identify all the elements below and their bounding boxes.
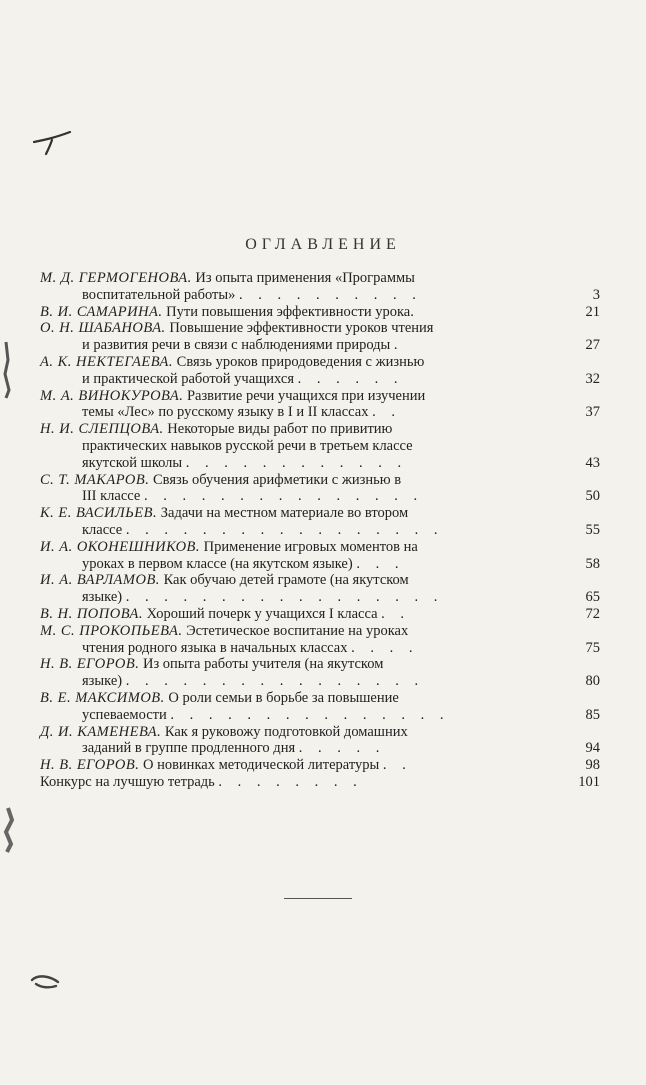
entry-page: 72 — [585, 605, 600, 622]
entry-title: Конкурс на лучшую тетрадь — [40, 773, 215, 790]
entry-page: 80 — [585, 673, 600, 690]
entry-page: 3 — [592, 286, 600, 303]
entry-title-cont: воспитательной работы» — [82, 286, 236, 303]
entry-page: 55 — [585, 521, 600, 538]
entry-page: 27 — [585, 337, 600, 354]
entry-page: 21 — [585, 303, 600, 320]
toc-entry — [40, 572, 600, 606]
entry-page: 43 — [585, 454, 600, 471]
entry-author: М. С. ПРОКОПЬЕВА. — [40, 622, 183, 639]
entry-author: М. А. ВИНОКУРОВА. — [40, 387, 184, 404]
ink-smudge-icon — [28, 968, 62, 992]
entry-page: 65 — [585, 589, 600, 606]
entry-title: Применение игровых моментов на — [203, 538, 418, 555]
entry-page: 50 — [585, 488, 600, 505]
toc-entry — [40, 724, 600, 758]
entry-author: К. Е. ВАСИЛЬЕВ. — [40, 505, 158, 522]
entry-author: Н. И. СЛЕПЦОВА. — [40, 421, 164, 438]
toc-entry — [40, 304, 600, 321]
entry-title-cont: классе — [82, 521, 123, 538]
leader-dots: . . . . . . . . . . . . . . . — [143, 488, 424, 505]
entry-author: Д. И. КАМЕНЕВА. — [40, 723, 162, 740]
entry-title: О новинках методической литературы — [142, 757, 380, 774]
entry-page: 37 — [585, 404, 600, 421]
entry-title-cont: темы «Лес» по русскому языку в I и II классах — [82, 404, 369, 421]
entry-page: 101 — [578, 773, 600, 790]
entry-author: Н. В. ЕГОРОВ. — [40, 757, 140, 774]
entry-author: Н. В. ЕГОРОВ. — [40, 656, 140, 673]
entry-author: В. Н. ПОПОВА. — [40, 605, 144, 622]
leader-dots: . — [393, 337, 404, 354]
toc-entry — [40, 623, 600, 657]
toc-entry — [40, 774, 600, 791]
entry-title: Пути повышения эффективности урока. — [166, 303, 414, 320]
leader-dots: . . . . . . — [297, 370, 404, 387]
entry-title: Эстетическое воспитание на уроках — [186, 622, 409, 639]
entry-page: 94 — [585, 740, 600, 757]
leader-dots: . . . . . . . . . . . . . . . . . — [125, 589, 444, 606]
entry-author: В. И. САМАРИНА. — [40, 303, 163, 320]
leader-dots: . . . . . . . . . . — [238, 286, 422, 303]
leader-dots: . . — [382, 757, 412, 774]
leader-dots: . . . . . . . . . . . . . . . — [170, 706, 450, 723]
toc-entry — [40, 270, 600, 304]
entry-title: Связь обучения арифметики с жизнью в — [153, 471, 402, 488]
entry-author: М. Д. ГЕРМОГЕНОВА. — [40, 270, 192, 286]
entry-title-cont: якутской школы — [82, 454, 183, 471]
entry-title-cont: чтения родного языка в начальных классах — [82, 639, 348, 656]
leader-dots: . . — [372, 404, 401, 421]
entry-title: Повышение эффективности уроков чтения — [169, 320, 434, 337]
entry-author: С. Т. МАКАРОВ. — [40, 471, 150, 488]
entry-page: 75 — [585, 639, 600, 656]
ink-mark-icon — [30, 128, 76, 156]
entry-title-cont: уроках в первом классе (на якутском языке) — [82, 555, 353, 572]
entry-title: Как я руковожу подготовкой домашних — [164, 723, 408, 740]
leader-dots: . . . . . — [298, 740, 386, 757]
page-title: ОГЛАВЛЕНИЕ — [245, 236, 401, 253]
toc-entry — [40, 320, 600, 354]
entry-page: 32 — [585, 370, 600, 387]
entry-author: И. А. ОКОНЕШНИКОВ. — [40, 538, 201, 555]
leader-dots: . . . . . . . . . . . . . . . . — [125, 673, 425, 690]
entry-title: Развитие речи учащихся при изучении — [186, 387, 426, 404]
entry-title: Задачи на местном материале во втором — [160, 505, 409, 522]
entry-page: 98 — [585, 757, 600, 774]
entry-title: Из опыта работы учителя (на якутском — [142, 656, 384, 673]
toc-entry — [40, 421, 600, 471]
section-divider — [284, 898, 352, 899]
toc-entry — [40, 757, 600, 774]
toc-entry — [40, 606, 600, 623]
entry-author: А. К. НЕКТЕГАЕВА. — [40, 353, 174, 370]
table-of-contents — [40, 270, 600, 791]
leader-dots: . . . . . . . . . . . . . . . . . — [125, 521, 444, 538]
toc-entry — [40, 539, 600, 573]
toc-entry — [40, 472, 600, 506]
leader-dots: . . . . — [351, 639, 419, 656]
toc-entry — [40, 354, 600, 388]
entry-title-cont: языке) — [82, 673, 123, 690]
toc-entry — [40, 388, 600, 422]
entry-title-cont: практических навыков русской речи в третьем классе — [82, 437, 413, 454]
entry-author: О. Н. ШАБАНОВА. — [40, 320, 166, 337]
leader-dots: . . — [381, 605, 411, 622]
entry-title-cont: заданий в группе продленного дня — [82, 740, 296, 757]
entry-title-cont: языке) — [82, 589, 123, 606]
entry-page: 85 — [585, 706, 600, 723]
entry-title: Как обучаю детей грамоте (на якутском — [163, 572, 409, 589]
entry-title-cont: и развития речи в связи с наблюдениями природы — [82, 337, 391, 354]
margin-stain-icon — [0, 806, 18, 854]
leader-dots: . . . . . . . . . . . . — [185, 454, 408, 471]
entry-title: Хороший почерк у учащихся I класса — [146, 605, 378, 622]
entry-title-cont: успеваемости — [82, 706, 167, 723]
entry-author: И. А. ВАРЛАМОВ. — [40, 572, 160, 589]
entry-author: В. Е. МАКСИМОВ. — [40, 689, 165, 706]
entry-page: 58 — [585, 555, 600, 572]
leader-dots: . . . — [356, 555, 405, 572]
entry-title-cont: III классе — [82, 488, 141, 505]
entry-title: Из опыта применения «Программы — [195, 270, 415, 286]
entry-title: Связь уроков природоведения с жизнью — [176, 353, 425, 370]
leader-dots: . . . . . . . . — [218, 773, 363, 790]
toc-entry — [40, 690, 600, 724]
toc-entry — [40, 505, 600, 539]
margin-stain-icon — [0, 340, 14, 400]
entry-title: О роли семьи в борьбе за повышение — [168, 689, 399, 706]
entry-title-cont: и практической работой учащихся — [82, 370, 294, 387]
entry-title: Некоторые виды работ по привитию — [167, 421, 393, 438]
toc-entry — [40, 656, 600, 690]
